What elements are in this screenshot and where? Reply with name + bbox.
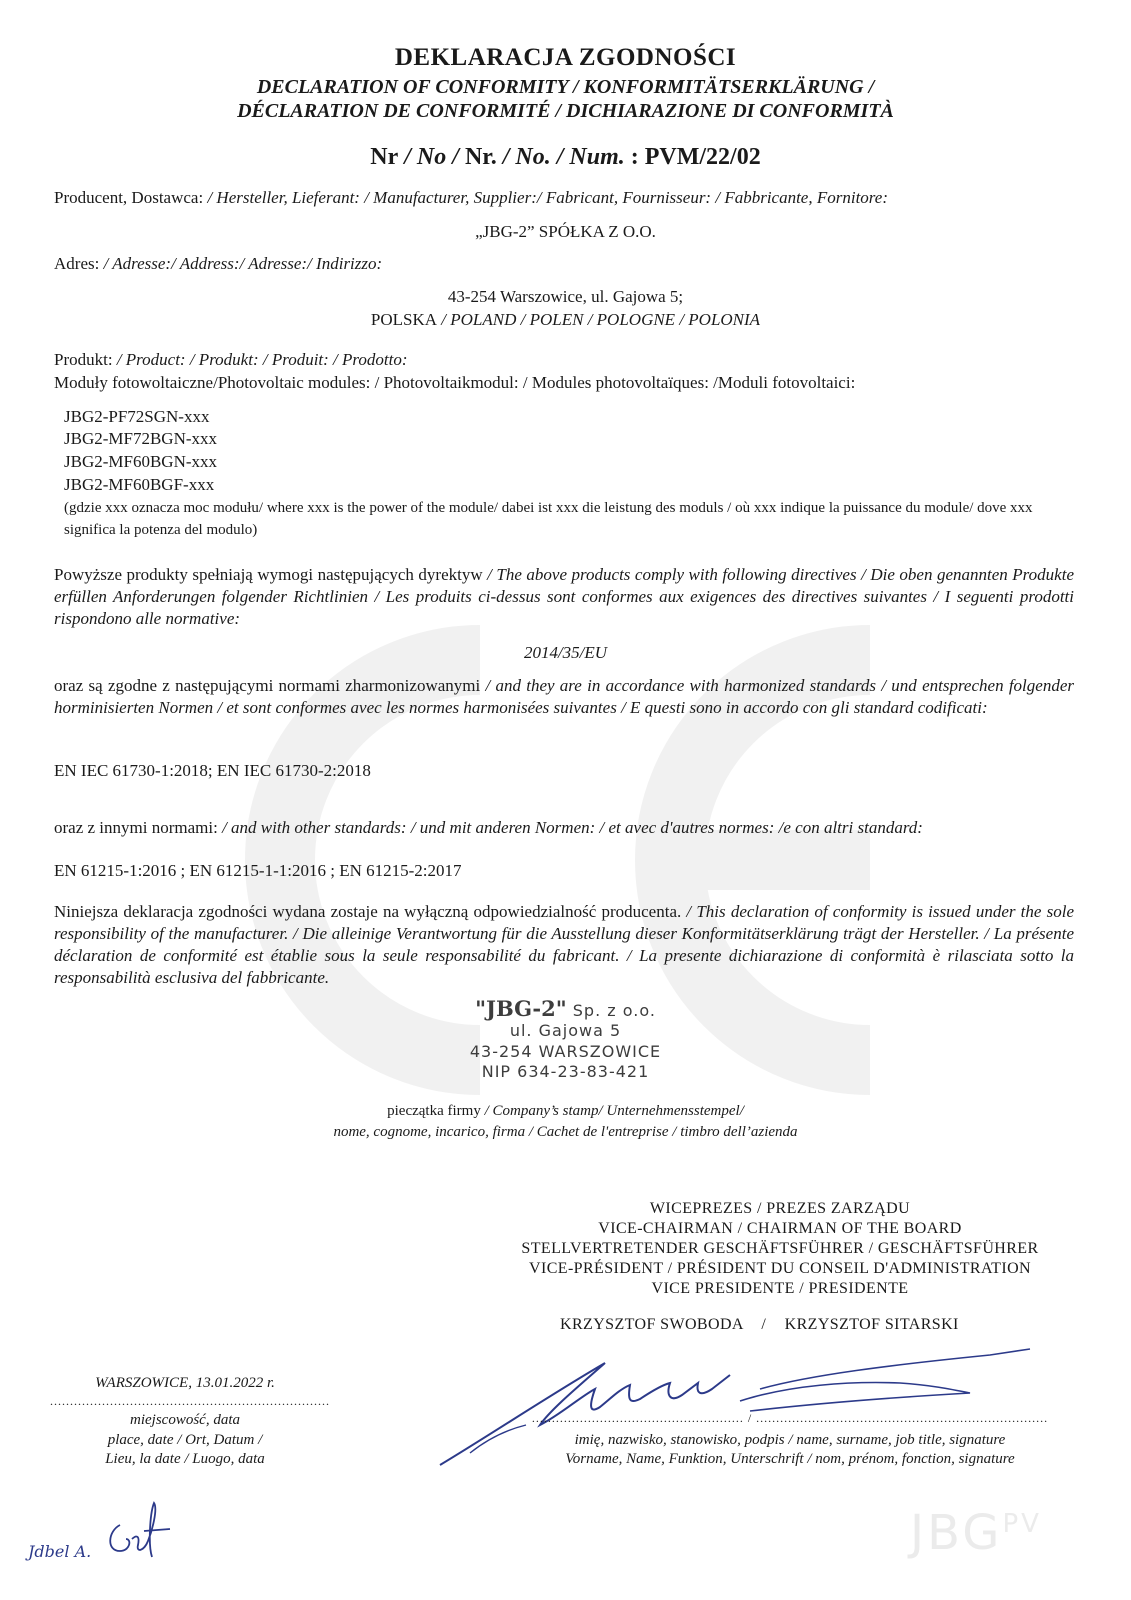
harmonized-intro-other: / and they are in accordance with harmonized standards / und entsprechen folgender horminisierten Normen / et sont conformes avec les normes harmonisées suivantes / E questi sono in accordo con gli standard codificati: <box>54 676 1074 717</box>
signature-caption-line2: Vorname, Name, Funktion, Unterschrift / nom, prénom, fonction, signature <box>565 1451 1015 1467</box>
producer-label-pl: Producent, Dostawca: <box>54 188 204 207</box>
signature-caption-pl: imię, nazwisko, stanowisko, podpis <box>574 1432 785 1448</box>
signatory-first: KRZYSZTOF SWOBODA <box>560 1316 743 1333</box>
signature-caption-other: / name, surname, job title, signature <box>784 1432 1006 1448</box>
responsibility-statement <box>54 901 1074 989</box>
place-date-label-pl: miejscowość, data <box>130 1412 240 1428</box>
product-type: Moduły fotowoltaiczne/Photovoltaic modules: / Photovoltaikmodul: / Modules photovoltaïques: /Moduli fotovoltaici: <box>54 373 856 392</box>
stamp-caption-pl: pieczątka firmy <box>387 1103 481 1119</box>
product-label-pl: Produkt: <box>54 350 113 369</box>
directives-intro-other: / The above products comply with following directives / Die oben genannten Produkte erfüllen Anforderungen folgender Richtlinien / Les produits ci-dessus sont conformes aux exigences des directives suivantes / I seguenti prodotti rispondono alle normative: <box>54 565 1074 628</box>
stamp-brand: "JBG-2" <box>475 996 567 1021</box>
signatory-roles <box>510 1199 1050 1299</box>
jbg-pv-watermark-logo <box>910 1505 1042 1561</box>
number-label-de: Nr. <box>464 144 497 170</box>
number-label-fr-it: / No. / Num. <box>496 144 625 170</box>
company-stamp-line1 <box>0 996 1131 1021</box>
signature-caption-line1 <box>510 1432 1070 1449</box>
role-line: VICE-PRÉSIDENT / PRÉSIDENT DU CONSEIL D'ADMINISTRATION <box>529 1260 1031 1277</box>
place-date-label-2: place, date / Ort, Datum / <box>107 1432 263 1448</box>
number-label-en: / No / <box>398 144 465 170</box>
signatory-second: KRZYSZTOF SITARSKI <box>784 1316 959 1333</box>
stamp-caption-line1 <box>0 1103 1131 1120</box>
document-subtitle-1: DECLARATION OF CONFORMITY / KONFORMITÄTSERKLÄRUNG / <box>256 76 875 98</box>
product-label-other: / Product: / Produkt: / Produit: / Prodotto: <box>112 350 408 369</box>
product-label <box>54 350 408 370</box>
model-item: JBG2-MF72BGN-xxx <box>64 429 218 448</box>
harmonized-intro-pl: oraz są zgodne z następującymi normami zharmonizowanymi <box>54 676 481 695</box>
address-country <box>0 310 1131 330</box>
company-stamp-city: 43-254 WARSZOWICE <box>469 1042 662 1061</box>
logo-sup: PV <box>1002 1509 1042 1539</box>
address-label-pl: Adres: <box>54 254 100 273</box>
handwritten-initials <box>20 1495 200 1575</box>
other-standards-value: EN 61215-1:2016 ; EN 61215-1-1:2016 ; EN 61215-2:2017 <box>54 861 462 880</box>
responsibility-other: / This declaration of conformity is issued under the sole responsibility of the manufacturer. / Die alleinige Verantwortung für die Ausstellung dieser Konformitätserklärung trägt der Hersteller. / La présente déclaration de conformité est établie sous la seule responsabilité du fabricant. / La presente dichiarazione di conformità è rilasciata sotto la responsabilità esclusiva del fabbricante. <box>54 902 1075 987</box>
harmonized-value: EN IEC 61730-1:2018; EN IEC 61730-2:2018 <box>54 761 371 780</box>
model-item: JBG2-MF60BGN-xxx <box>64 452 218 471</box>
other-standards-intro <box>54 818 923 838</box>
signatory-names <box>560 1316 1000 1334</box>
document-number <box>0 144 1131 171</box>
harmonized-intro <box>54 675 1074 719</box>
directive-value: 2014/35/EU <box>523 643 608 662</box>
country-pl: POLSKA <box>370 310 438 329</box>
other-standards-intro-pl: oraz z innymi normami: <box>54 818 218 837</box>
number-label: Nr <box>370 144 399 170</box>
other-standards-intro-other: / and with other standards: / und mit anderen Normen: / et avec d'autres normes: /e con altri standard: <box>217 818 923 837</box>
document-title: DEKLARACJA ZGODNOŚCI <box>394 44 737 71</box>
model-note: (gdzie xxx oznacza moc modułu/ where xxx is the power of the module/ dabei ist xxx die leistung des moduls / où xxx indique la puissance du module/ dove xxx significa la potenza del modulo) <box>64 500 1033 538</box>
country-other: / POLAND / POLEN / POLOGNE / POLONIA <box>437 310 761 329</box>
document-subtitle-2: DÉCLARATION DE CONFORMITÉ / DICHIARAZIONE DI CONFORMITÀ <box>237 100 894 122</box>
stamp-caption-other: / Company’s stamp/ Unternehmensstempel/ <box>480 1103 744 1119</box>
company-stamp-nip: NIP 634-23-83-421 <box>481 1062 650 1081</box>
place-date-dots: ...................................................................... <box>50 1394 330 1408</box>
company-stamp-street: ul. Gajowa 5 <box>509 1021 622 1040</box>
signatory-separator: / <box>761 1316 767 1333</box>
directives-intro <box>54 564 1074 630</box>
place-date-label-3: Lieu, la date / Luogo, data <box>105 1451 265 1467</box>
model-item: JBG2-MF60BGF-xxx <box>64 475 215 494</box>
initials-text: Jdbel A. <box>28 1542 92 1561</box>
producer-name: „JBG-2” SPÓŁKA Z O.O. <box>475 222 656 241</box>
producer-label-other: / Hersteller, Lieferant: / Manufacturer, Supplier:/ Fabricant, Fournisseur: / Fabbricante, Fornitore: <box>203 188 888 207</box>
role-line: VICE PRESIDENTE / PRESIDENTE <box>651 1280 909 1297</box>
directives-intro-pl: Powyższe produkty spełniają wymogi następujących dyrektyw <box>54 565 483 584</box>
address-label-other: / Adresse:/ Address:/ Adresse:/ Indirizzo: <box>99 254 383 273</box>
address-label <box>54 254 382 274</box>
logo-text: JBG <box>910 1505 1003 1561</box>
producer-label <box>54 188 888 208</box>
role-line: VICE-CHAIRMAN / CHAIRMAN OF THE BOARD <box>598 1220 962 1237</box>
address-street: 43-254 Warszowice, ul. Gajowa 5; <box>447 287 684 306</box>
number-value: : PVM/22/02 <box>624 144 761 170</box>
model-item: JBG2-PF72SGN-xxx <box>64 407 210 426</box>
responsibility-pl: Niniejsza deklaracja zgodności wydana zostaje na wyłączną odpowiedzialność producenta. <box>54 902 682 921</box>
place-date: WARSZOWICE, 13.01.2022 r. <box>95 1375 275 1391</box>
stamp-caption-line2: nome, cognome, incarico, firma / Cachet de l'entreprise / timbro dell’azienda <box>333 1124 798 1140</box>
stamp-suffix: Sp. z o.o. <box>566 1001 656 1020</box>
role-line: STELLVERTRETENDER GESCHÄFTSFÜHRER / GESCHÄFTSFÜHRER <box>521 1240 1039 1257</box>
role-line: WICEPREZES / PREZES ZARZĄDU <box>649 1200 911 1217</box>
signature-dots: ..................................................... / ......................................................................... <box>531 1411 1049 1425</box>
